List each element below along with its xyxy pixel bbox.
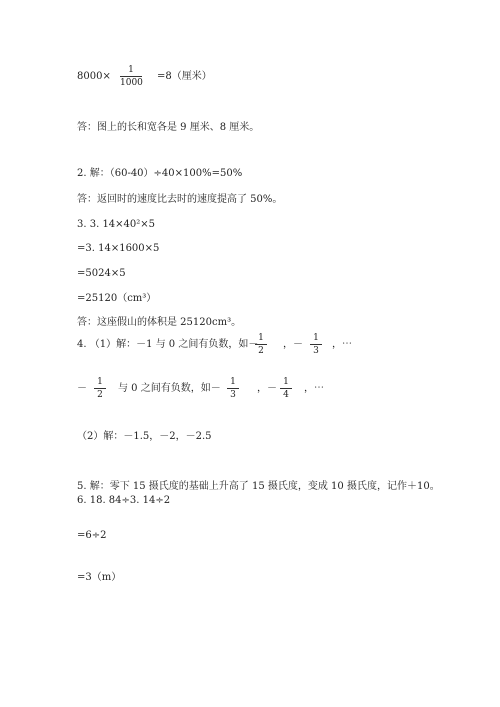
q6-line-2: =6÷2 (77, 530, 107, 541)
fraction-denominator: 3 (313, 346, 319, 356)
q3-line-1: 3. 3. 14×40²×5 (77, 219, 156, 230)
q4-part-2: （2）解：－1.5，－2，－2.5 (77, 431, 212, 442)
q4-row2-fraction-3 (280, 377, 292, 400)
q2-solution: 2. 解：（60-40）÷40×100%=50% (77, 168, 243, 179)
fraction-numerator: 1 (128, 65, 134, 75)
fraction-denominator: 1000 (120, 78, 143, 88)
fraction-numerator: 1 (313, 333, 319, 343)
fraction-numerator: 1 (97, 377, 103, 387)
q2-answer: 答：返回时的速度比去时的速度提高了 50%。 (77, 194, 283, 205)
q4-row1-fraction-1 (255, 333, 267, 356)
fraction-denominator: 3 (230, 390, 236, 400)
q4-row2-fraction-1 (94, 377, 106, 400)
q4-row2-fraction-2 (227, 377, 239, 400)
fraction-numerator: 1 (283, 377, 289, 387)
q6-line-1: 6. 18. 84÷3. 14÷2 (77, 495, 171, 506)
q4-row2-end: ，⋯ (304, 383, 324, 394)
fraction-denominator: 4 (283, 390, 289, 400)
eq-line-1-fraction (120, 65, 142, 88)
q4-row1-prefix: 4. （1）解：－1 与 0 之间有负数，如－ (77, 339, 259, 350)
q3-line-2: =3. 14×1600×5 (77, 243, 160, 254)
fraction-denominator: 2 (258, 346, 264, 356)
fraction-numerator: 1 (230, 377, 236, 387)
q5-solution: 5. 解：零下 15 摄氏度的基础上升高了 15 摄氏度，变成 10 摄氏度，记作＋10。 (77, 481, 440, 492)
q4-row2-text: 与 0 之间有负数，如－ (118, 383, 221, 394)
eq-line-1-right: =8（厘米） (157, 71, 212, 82)
eq-line-1-left: 8000× (77, 71, 111, 82)
fraction-denominator: 2 (97, 390, 103, 400)
fraction-numerator: 1 (258, 333, 264, 343)
q4-row1-mid: ，－ (283, 339, 303, 350)
answer-1: 答：图上的长和宽各是 9 厘米、8 厘米。 (77, 122, 260, 133)
q3-line-4: =25120（cm³） (77, 293, 157, 304)
q4-row1-end: ，⋯ (332, 339, 352, 350)
q4-row2-mid: ，－ (257, 383, 277, 394)
q4-row2-minus: － (77, 383, 87, 394)
q3-line-3: =5024×5 (77, 268, 126, 279)
q3-answer: 答：这座假山的体积是 25120cm³。 (77, 317, 242, 328)
q4-row1-fraction-2 (310, 333, 322, 356)
q6-line-3: =3（m） (77, 572, 122, 583)
